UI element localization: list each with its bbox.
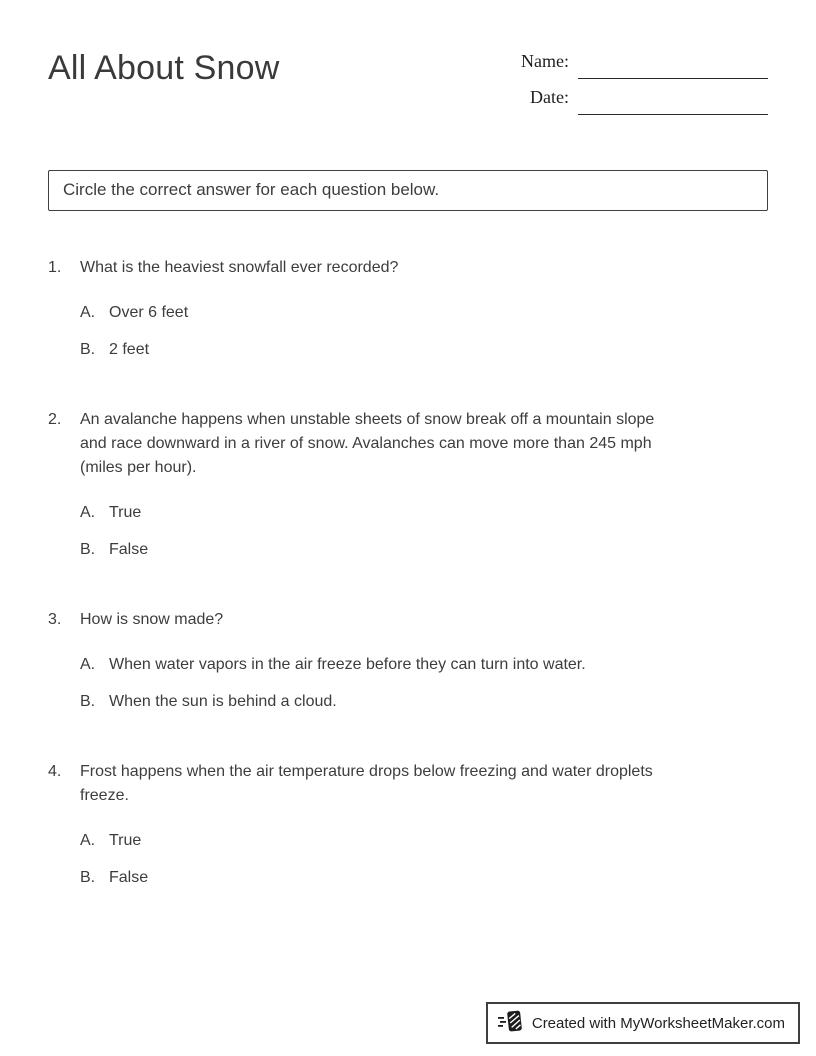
answer-option-a[interactable] xyxy=(80,653,768,677)
question-4 xyxy=(48,760,768,903)
worksheet-maker-logo-icon xyxy=(498,1008,524,1039)
instructions-text: Circle the correct answer for each question below. xyxy=(63,180,440,200)
answer-option-a[interactable] xyxy=(80,501,768,525)
name-row xyxy=(513,52,768,72)
question-2 xyxy=(48,408,768,575)
option-letter: B. xyxy=(80,540,96,558)
question-text: What is the heaviest snowfall ever recorded? xyxy=(80,258,399,276)
option-text: False xyxy=(109,868,149,886)
option-letter: A. xyxy=(80,655,96,673)
option-text: Over 6 feet xyxy=(109,303,189,321)
answer-option-b[interactable] xyxy=(80,338,768,362)
option-text: 2 feet xyxy=(109,340,150,358)
option-letter: B. xyxy=(80,692,96,710)
date-row xyxy=(513,88,768,108)
question-content xyxy=(80,608,768,727)
option-text: True xyxy=(109,503,142,521)
option-text: When the sun is behind a cloud. xyxy=(109,692,337,710)
question-number: 1. xyxy=(48,258,62,276)
option-letter: A. xyxy=(80,503,96,521)
page-title: All About Snow xyxy=(48,49,280,87)
option-text: False xyxy=(109,540,149,558)
answer-option-a[interactable] xyxy=(80,829,768,853)
date-label: Date: xyxy=(530,86,569,107)
question-number: 2. xyxy=(48,410,62,428)
option-letter: B. xyxy=(80,868,96,886)
answer-option-b[interactable] xyxy=(80,866,768,890)
question-1 xyxy=(48,256,768,375)
option-letter: A. xyxy=(80,831,96,849)
option-text: When water vapors in the air freeze before they can turn into water. xyxy=(109,655,586,673)
question-3 xyxy=(48,608,768,727)
fill-in-fields xyxy=(513,52,768,124)
date-blank-line[interactable] xyxy=(578,114,768,115)
question-text: Frost happens when the air temperature drops below freezing and water droplets freeze. xyxy=(80,762,653,804)
answer-option-b[interactable] xyxy=(80,538,768,562)
footer-credit-box xyxy=(486,1002,800,1044)
name-label: Name: xyxy=(521,51,569,71)
question-number: 4. xyxy=(48,762,62,780)
question-content xyxy=(80,760,768,903)
instructions-box xyxy=(48,170,768,211)
header xyxy=(48,50,768,124)
option-letter: A. xyxy=(80,303,96,321)
option-text: True xyxy=(109,831,142,849)
answer-option-a[interactable] xyxy=(80,301,768,325)
answer-option-b[interactable] xyxy=(80,690,768,714)
name-blank-line[interactable] xyxy=(578,78,768,79)
question-content xyxy=(80,256,768,375)
question-content xyxy=(80,408,768,575)
question-text: How is snow made? xyxy=(80,610,224,628)
footer-credit-text: Created with MyWorksheetMaker.com xyxy=(531,1014,785,1032)
question-text: An avalanche happens when unstable sheets of snow break off a mountain slope and race downward in a river of snow. Avalanches can move more than 245 mph (miles per hour). xyxy=(80,410,655,476)
question-number: 3. xyxy=(48,610,62,628)
option-letter: B. xyxy=(80,340,96,358)
questions-section xyxy=(48,256,768,903)
